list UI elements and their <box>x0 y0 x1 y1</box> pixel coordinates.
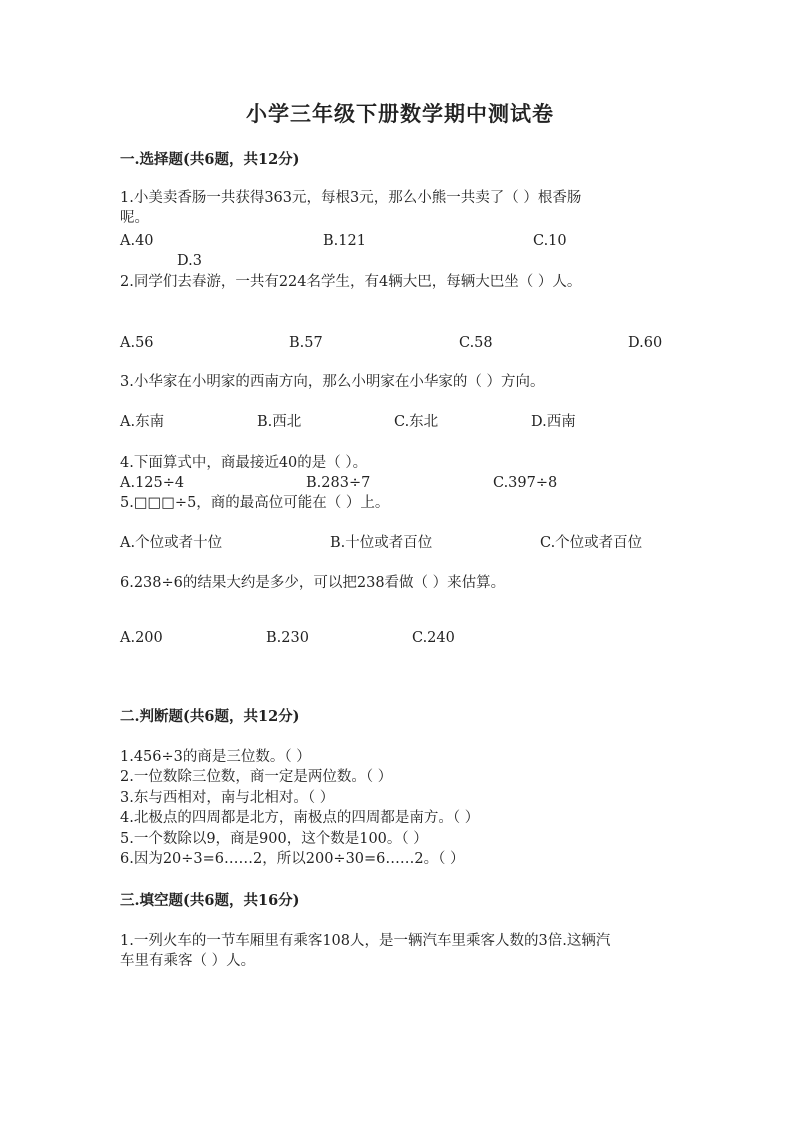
option-c: C.东北 <box>394 414 439 430</box>
question-text: 呢。 <box>120 210 149 226</box>
option-a: A.125÷4 <box>120 475 185 491</box>
option-a: A.个位或者十位 <box>120 535 223 551</box>
question-text: 5.□□□÷5，商的最高位可能在（ ）上。 <box>120 495 390 511</box>
question-text: 1.小美卖香肠一共获得363元，每根3元，那么小熊一共卖了（ ）根香肠 <box>120 190 582 206</box>
option-c: C.58 <box>459 335 493 351</box>
question-text: 4.下面算式中，商最接近40的是（ ）。 <box>120 455 368 471</box>
option-c: C.240 <box>412 630 455 646</box>
option-b: B.57 <box>289 335 323 351</box>
option-b: B.十位或者百位 <box>330 535 433 551</box>
judgment-item: 6.因为20÷3=6……2，所以200÷30=6……2。（ ） <box>120 851 465 867</box>
judgment-item: 5.一个数除以9，商是900，这个数是100。（ ） <box>120 831 428 847</box>
question-text: 1.一列火车的一节车厢里有乘客108人，是一辆汽车里乘客人数的3倍.这辆汽 <box>120 933 611 949</box>
question-text: 车里有乘客（ ）人。 <box>120 953 256 969</box>
page-title: 小学三年级下册数学期中测试卷 <box>246 101 554 126</box>
question-text: 3.小华家在小明家的西南方向，那么小明家在小华家的（ ）方向。 <box>120 374 545 390</box>
option-a: A.56 <box>120 335 154 351</box>
option-d: D.3 <box>177 253 202 269</box>
option-a: A.200 <box>120 630 163 646</box>
option-b: B.121 <box>323 233 366 249</box>
option-b: B.283÷7 <box>306 475 371 491</box>
option-d: D.西南 <box>531 414 576 430</box>
judgment-item: 3.东与西相对，南与北相对。（ ） <box>120 790 335 806</box>
section-heading-choice: 一.选择题(共6题，共12分) <box>120 151 300 168</box>
section-heading-judgment: 二.判断题(共6题，共12分) <box>120 708 300 725</box>
option-b: B.230 <box>266 630 309 646</box>
option-c: C.397÷8 <box>493 475 558 491</box>
judgment-item: 4.北极点的四周都是北方，南极点的四周都是南方。（ ） <box>120 810 480 826</box>
question-text: 6.238÷6的结果大约是多少，可以把238看做（ ）来估算。 <box>120 575 506 591</box>
judgment-item: 1.456÷3的商是三位数。（ ） <box>120 749 311 765</box>
section-heading-fill: 三.填空题(共6题，共16分) <box>120 892 300 909</box>
option-c: C.10 <box>533 233 567 249</box>
judgment-item: 2.一位数除三位数，商一定是两位数。（ ） <box>120 769 393 785</box>
option-a: A.40 <box>120 233 154 249</box>
option-d: D.60 <box>628 335 663 351</box>
option-a: A.东南 <box>120 414 165 430</box>
option-b: B.西北 <box>257 414 302 430</box>
question-text: 2.同学们去春游，一共有224名学生，有4辆大巴，每辆大巴坐（ ）人。 <box>120 274 582 290</box>
option-c: C.个位或者百位 <box>540 535 643 551</box>
